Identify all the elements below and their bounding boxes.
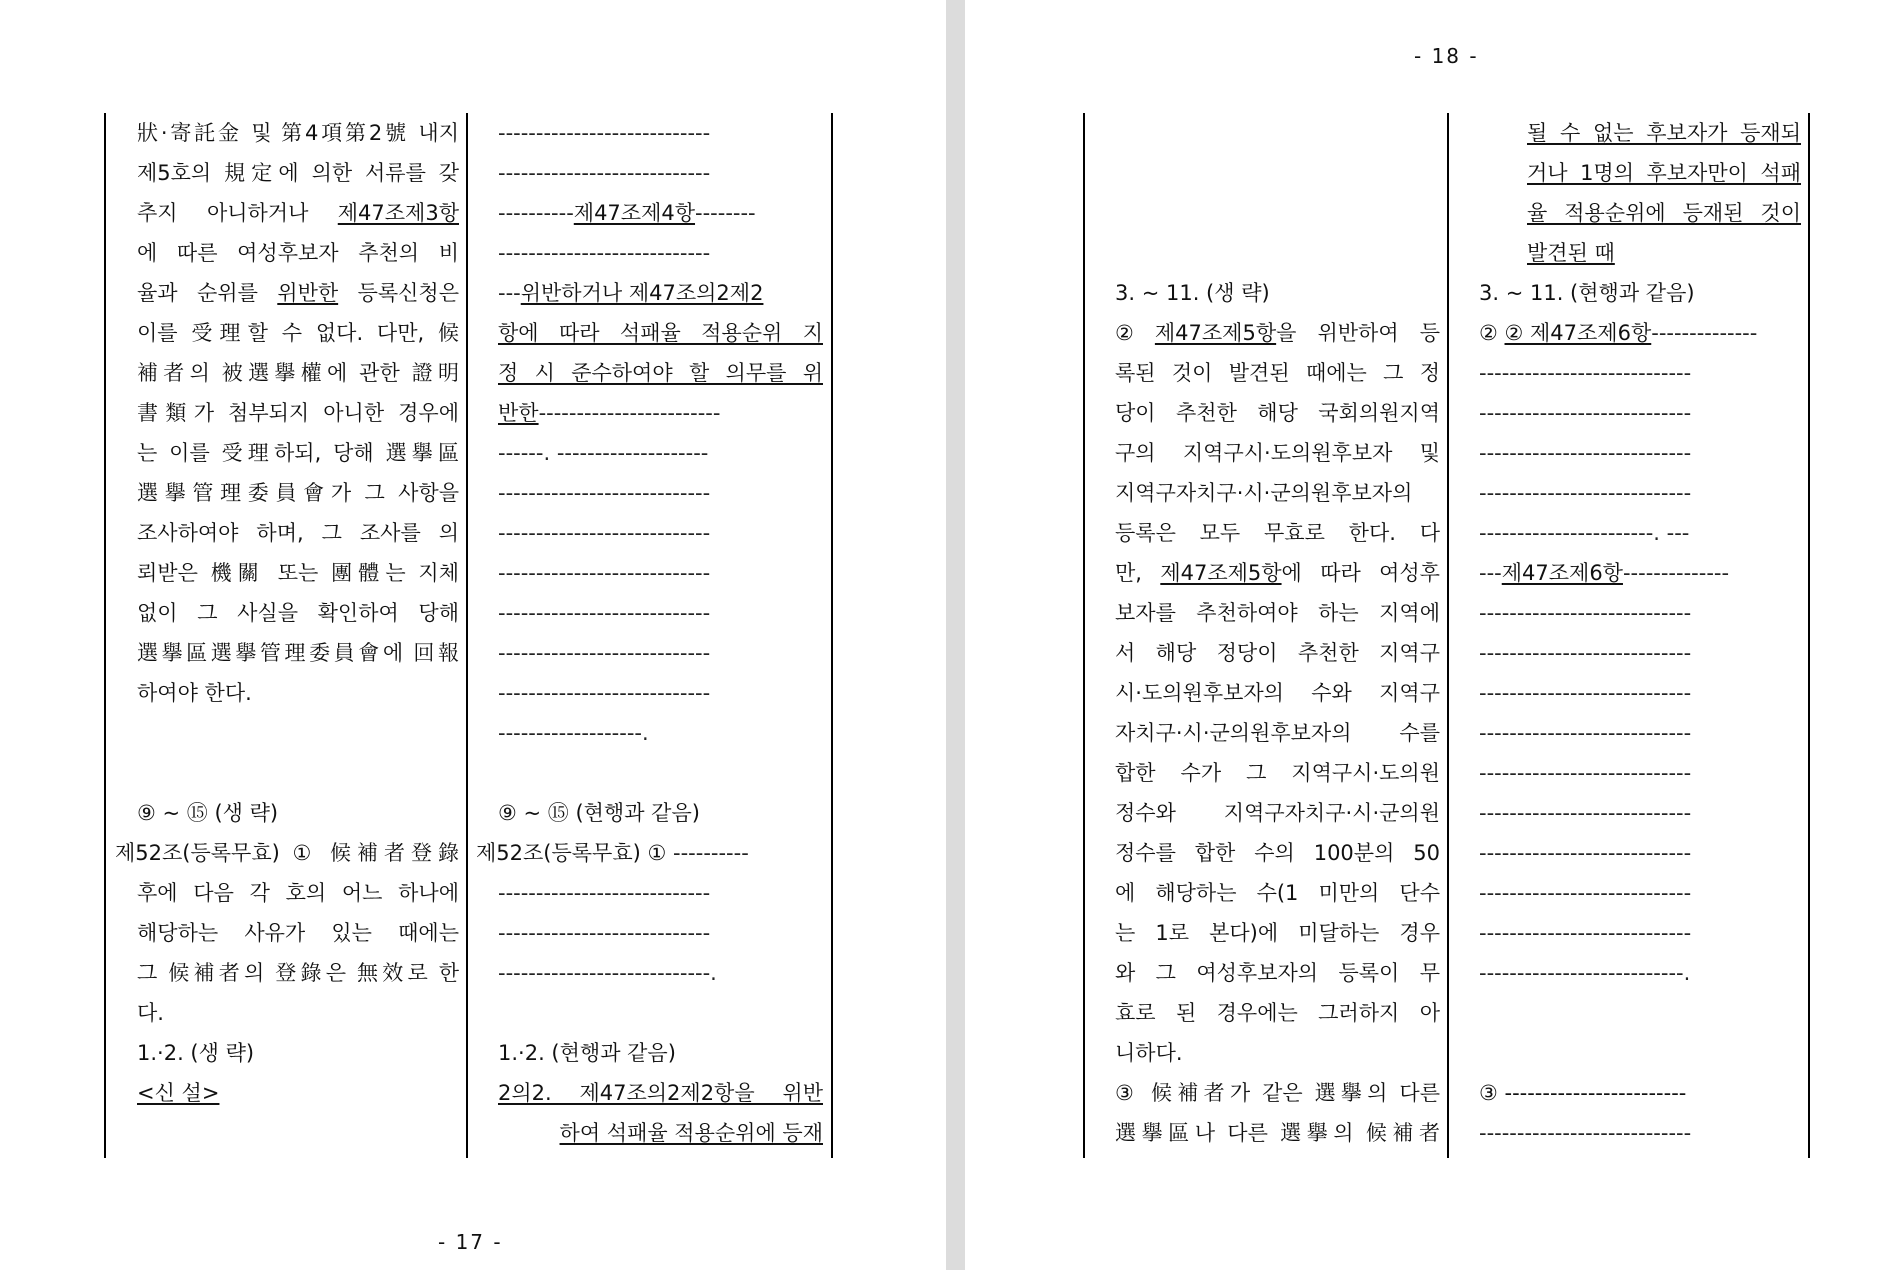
text-line: 는 이를 受理하되, 당해 選擧區 (137, 441, 459, 465)
text-line: 1.·2. (현행과 같음) (498, 1041, 676, 1065)
underlined-ref: 제47조제3항 (337, 201, 459, 225)
text-line: 서 해당 정당이 추천한 지역구 (1115, 641, 1440, 665)
dash-line: -------------------. (498, 721, 649, 745)
dash-line: ----------------------------. (498, 961, 717, 985)
text-line: 시·도의원후보자의 수와 지역구 (1115, 681, 1440, 705)
text-line: 항에 따라 석패율 적용순위 지 (498, 321, 823, 345)
dash-line: ---------------------------- (1479, 441, 1692, 465)
text-line: 1.·2. (생 략) (137, 1041, 255, 1065)
text-line: 해당하는 사유가 있는 때에는 (137, 921, 459, 945)
column-rule-left (1083, 113, 1085, 1158)
dash-line: ---------------------------- (498, 241, 711, 265)
text-line: 정수와 지역구자치구·시·군의원 (1115, 801, 1440, 825)
article-heading: 제52조(등록무효) ① 候補者登錄 (115, 841, 459, 865)
dash-line: ---------------------------- (1479, 921, 1692, 945)
column-rule-middle (466, 113, 468, 1158)
text-line: ---제47조제6항-------------- (1479, 561, 1730, 585)
text-line: 율과 순위를 위반한 등록신청은 (137, 281, 459, 305)
text-line: 보자를 추천하여야 하는 지역에 (1115, 601, 1440, 625)
text-line: 狀·寄託金 및 第4項第2號 내지 (137, 121, 459, 145)
dash-line: ---------------------------- (1479, 601, 1692, 625)
text-line: 에 따른 여성후보자 추천의 비 (137, 241, 459, 265)
page-number: - 17 - (438, 1230, 503, 1254)
dash-line: ---------------------------- (1479, 361, 1692, 385)
text-line: 와 그 여성후보자의 등록이 무 (1115, 961, 1440, 985)
text-line: 니하다. (1115, 1041, 1183, 1065)
text-line: 選擧管理委員會가 그 사항을 (137, 481, 459, 505)
dash-line: ---------------------------- (1479, 761, 1692, 785)
text-line: 합한 수가 그 지역구시·도의원 (1115, 761, 1440, 785)
dash-line: ---------------------------- (498, 641, 711, 665)
dash-line: ---------------------------- (1479, 881, 1692, 905)
dash-line: ---------------------------- (498, 121, 711, 145)
text-line: 다. (137, 1001, 164, 1025)
page-gutter (946, 0, 965, 1270)
text-line: 3. ~ 11. (생 략) (1115, 281, 1270, 305)
text-line: 정수를 합한 수의 100분의 50 (1115, 841, 1440, 865)
text-line: ⑨ ~ ⑮ (현행과 같음) (498, 801, 700, 825)
text-line: 반한------------------------ (498, 401, 721, 425)
text-line: 후에 다음 각 호의 어느 하나에 (137, 881, 459, 905)
text-line: 補者의 被選擧權에 관한 證明 (137, 361, 459, 385)
text-line: 제5호의 規定에 의한 서류를 갖 (137, 161, 459, 185)
column-rule-right (1808, 113, 1810, 1158)
dash-line: ---------------------------- (1479, 401, 1692, 425)
dash-line: ---------------------------- (498, 521, 711, 545)
text-line: ② 제47조제5항을 위반하여 등 (1115, 321, 1440, 345)
dash-line: ---------------------------- (1479, 481, 1692, 505)
dash-line: ---------------------------- (1479, 801, 1692, 825)
text-line: 는 1로 본다)에 미달하는 경우 (1115, 921, 1440, 945)
text-line: 만, 제47조제5항에 따라 여성후 (1115, 561, 1440, 585)
text-line: 3. ~ 11. (현행과 같음) (1479, 281, 1695, 305)
page-number: - 18 - (1414, 44, 1479, 68)
text-line: 없이 그 사실을 확인하여 당해 (137, 601, 459, 625)
text-line: 書類가 첨부되지 아니한 경우에 (137, 401, 459, 425)
text-line: ⑨ ~ ⑮ (생 략) (137, 801, 279, 825)
column-rule-right (831, 113, 833, 1158)
text-line: 될 수 없는 후보자가 등재되 (1527, 121, 1801, 145)
dash-line: ---------------------------- (498, 921, 711, 945)
dash-line: ---------------------------- (498, 601, 711, 625)
column-rule-left (104, 113, 106, 1158)
text-line: 2의2. 제47조의2제2항을 위반 (498, 1081, 823, 1105)
text-line: 選擧區選擧管理委員會에 回報 (137, 641, 459, 665)
article-heading: 제52조(등록무효) ① ---------- (476, 841, 749, 865)
dash-line: ---------------------------- (498, 561, 711, 585)
text-line: 효로 된 경우에는 그러하지 아 (1115, 1001, 1440, 1025)
dash-line: ---------------------------- (1479, 841, 1692, 865)
column-rule-middle (1447, 113, 1449, 1158)
page-17 (0, 0, 946, 1270)
text-line: ---위반하거나 제47조의2제2 (498, 281, 764, 305)
text-line: <신 설> (137, 1081, 220, 1105)
dash-line: ---------------------------- (498, 481, 711, 505)
text-line: 당이 추천한 해당 국회의원지역 (1115, 401, 1440, 425)
page-18 (965, 0, 1902, 1270)
dash-line: ---------------------------- (1479, 641, 1692, 665)
text-line: 하여야 한다. (137, 681, 252, 705)
text-line: 에 해당하는 수(1 미만의 단수 (1115, 881, 1440, 905)
text-line: 추지 아니하거나 제47조제3항 (137, 193, 459, 233)
text-line: 그 候補者의 登錄은 無效로 한 (137, 961, 459, 985)
text-line: 하여 석패율 적용순위에 등재 (559, 1121, 823, 1145)
dash-line: -----------------------. --- (1479, 521, 1690, 545)
text-line: 등록은 모두 무효로 한다. 다 (1115, 521, 1440, 545)
text-line: ③ 候補者가 같은 選擧의 다른 (1115, 1081, 1440, 1105)
text-line: 정 시 준수하여야 할 의무를 위 (498, 361, 823, 385)
text-line: ③ ------------------------ (1479, 1081, 1687, 1105)
dash-line: ---------------------------- (498, 681, 711, 705)
text-line: 選擧區나 다른 選擧의 候補者 (1115, 1121, 1440, 1145)
dash-line: ---------------------------- (1479, 721, 1692, 745)
text-line: 율 적용순위에 등재된 것이 (1527, 201, 1801, 225)
text-line: 거나 1명의 후보자만이 석패 (1527, 161, 1801, 185)
text-line: 구의 지역구시·도의원후보자 및 (1115, 441, 1440, 465)
text-line: 이를 受理할 수 없다. 다만, 候 (137, 321, 459, 345)
text-line: 록된 것이 발견된 때에는 그 정 (1115, 361, 1440, 385)
dash-line: ------. -------------------- (498, 441, 709, 465)
text-line: 지역구자치구·시·군의원후보자의 (1115, 481, 1413, 505)
dash-line: ---------------------------- (1479, 681, 1692, 705)
dash-line: ---------------------------- (1479, 1121, 1692, 1145)
text-line: 조사하여야 하며, 그 조사를 의 (137, 521, 459, 545)
text-line: 자치구·시·군의원후보자의 수를 (1115, 721, 1440, 745)
text-line: ----------제47조제4항-------- (498, 201, 756, 225)
dash-line: ---------------------------- (498, 161, 711, 185)
dash-line: ---------------------------. (1479, 961, 1691, 985)
text-line: 뢰받은 機關 또는 團體는 지체 (137, 561, 459, 585)
text-line: 발견된 때 (1527, 241, 1615, 265)
text-line: ② ② 제47조제6항-------------- (1479, 321, 1758, 345)
dash-line: ---------------------------- (498, 881, 711, 905)
